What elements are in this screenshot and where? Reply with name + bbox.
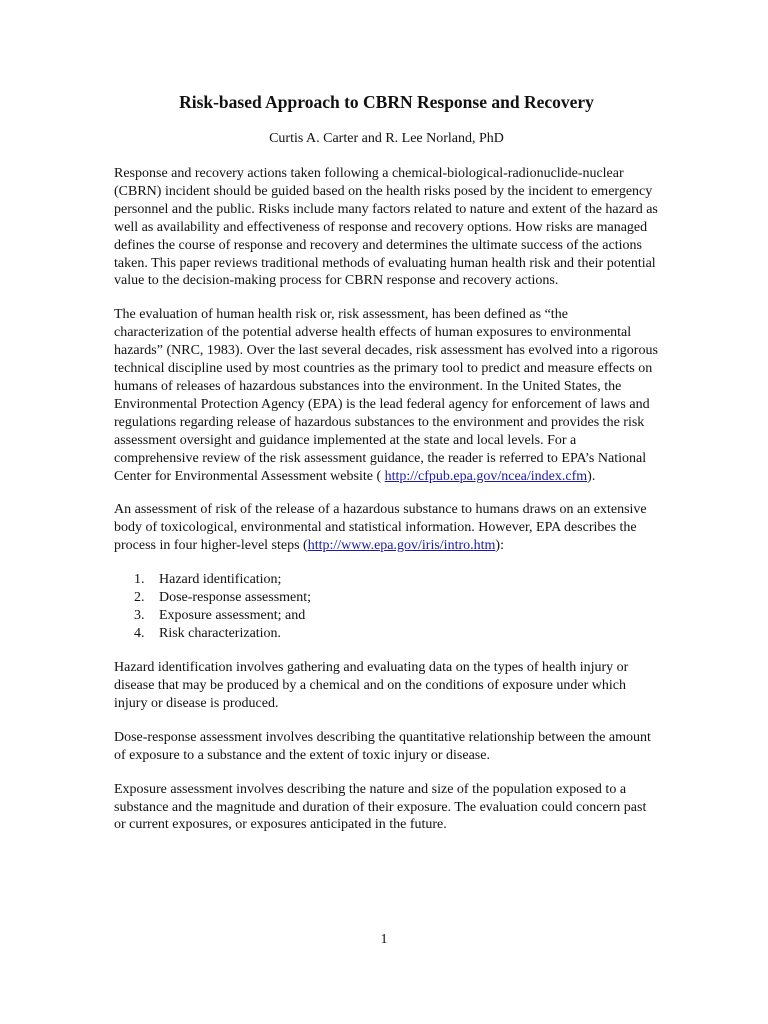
list-item-text: Exposure assessment; and <box>159 608 306 624</box>
list-item <box>114 625 659 643</box>
paragraph-risk-definition <box>114 306 659 485</box>
paragraph-text: ): <box>495 538 504 554</box>
paragraph-text: ). <box>587 468 596 484</box>
paragraph-hazard-identification: Hazard identification involves gathering and evaluating data on the types of health injury or disease that may be produced by a chemical and on the conditions of exposure under which injury or disease is produced. <box>114 660 629 711</box>
list-item <box>114 571 659 589</box>
list-item-text: Dose-response assessment; <box>159 590 312 606</box>
list-item-number: 2. <box>134 590 145 606</box>
list-item <box>114 589 659 607</box>
page-title: Risk-based Approach to CBRN Response and Recovery <box>179 92 594 112</box>
list-item-number: 3. <box>134 608 145 624</box>
list-item <box>114 607 659 625</box>
ncea-website-link[interactable]: http://cfpub.epa.gov/ncea/index.cfm <box>384 468 588 484</box>
list-item-number: 1. <box>134 572 145 588</box>
paragraph-text: An assessment of risk of the release of a hazardous substance to humans draws on an extensive body of toxicological, environmental and statistical information. However, EPA describes the process in four higher-level steps ( <box>114 502 647 554</box>
paragraph-exposure-assessment: Exposure assessment involves describing the nature and size of the population exposed to a substance and the magnitude and duration of their exposure. The evaluation could concern past or current exposures, or exposures anticipated in the future. <box>114 781 647 833</box>
paragraph-intro: Response and recovery actions taken following a chemical-biological-radionuclide-nuclear (CBRN) incident should be guided based on the health risks posed by the incident to emergency personnel and the public. Risks include many factors related to nature and extent of the hazard as well as availability and effectiveness of response and recovery options. How risks are managed defines the course of response and recovery and determines the ultimate success of the actions taken. This paper reviews traditional methods of evaluating human health risk and their potential value to the decision-making process for CBRN response and recovery actions. <box>114 166 658 289</box>
paragraph-assessment-steps <box>114 501 659 555</box>
paragraph-text: The evaluation of human health risk or, risk assessment, has been defined as “the characterization of the potential adverse health effects of human exposures to environmental hazards” (NRC, 1983). Over the last several decades, risk assessment has evolved into a rigorous technical discipline used by most countries as the primary tool to predict and measure effects on humans of releases of hazardous substances into the environment. In the United States, the Environmental Protection Agency (EPA) is the lead federal agency for enforcement of laws and regulations regarding release of hazardous substances to the environment and provides the risk assessment oversight and guidance implemented at the state and local levels. For a comprehensive review of the risk assessment guidance, the reader is referred to EPA’s National Center for Environmental Assessment website ( <box>114 307 658 484</box>
document-body <box>114 90 659 834</box>
page-number: 1 <box>380 932 388 947</box>
iris-intro-link[interactable]: http://www.epa.gov/iris/intro.htm <box>307 538 496 554</box>
list-item-text: Risk characterization. <box>159 626 282 642</box>
steps-list <box>114 571 659 643</box>
list-item-text: Hazard identification; <box>159 572 282 588</box>
authors-line: Curtis A. Carter and R. Lee Norland, PhD <box>269 131 504 146</box>
paragraph-dose-response: Dose-response assessment involves describing the quantitative relationship between the amount of exposure to a substance and the extent of toxic injury or disease. <box>114 729 651 763</box>
list-item-number: 4. <box>134 626 145 642</box>
